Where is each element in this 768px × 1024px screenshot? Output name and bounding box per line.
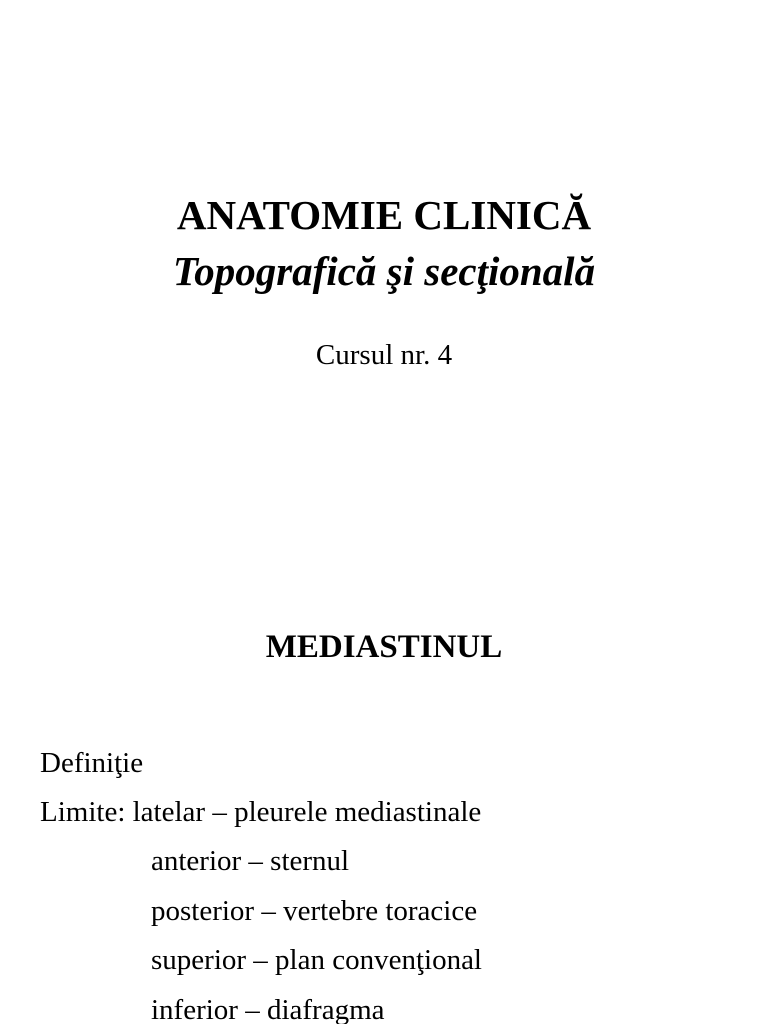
document-title: ANATOMIE CLINICĂ (176, 192, 592, 238)
limit-item-inferior: inferior – diafragma (151, 994, 385, 1024)
limits-row (40, 794, 481, 830)
document-subtitle: Topografică şi secţională (172, 248, 596, 294)
definition-label: Definiţie (40, 747, 144, 779)
limit-item-lateral: latelar – pleurele mediastinale (132, 796, 482, 828)
course-number: Cursul nr. 4 (315, 339, 453, 371)
limit-item-posterior: posterior – vertebre toracice (151, 895, 478, 927)
section-heading: MEDIASTINUL (265, 629, 503, 665)
limits-label: Limite: (40, 796, 133, 828)
limit-item-anterior: anterior – sternul (151, 845, 350, 877)
limit-item-superior: superior – plan convenţional (151, 944, 482, 976)
